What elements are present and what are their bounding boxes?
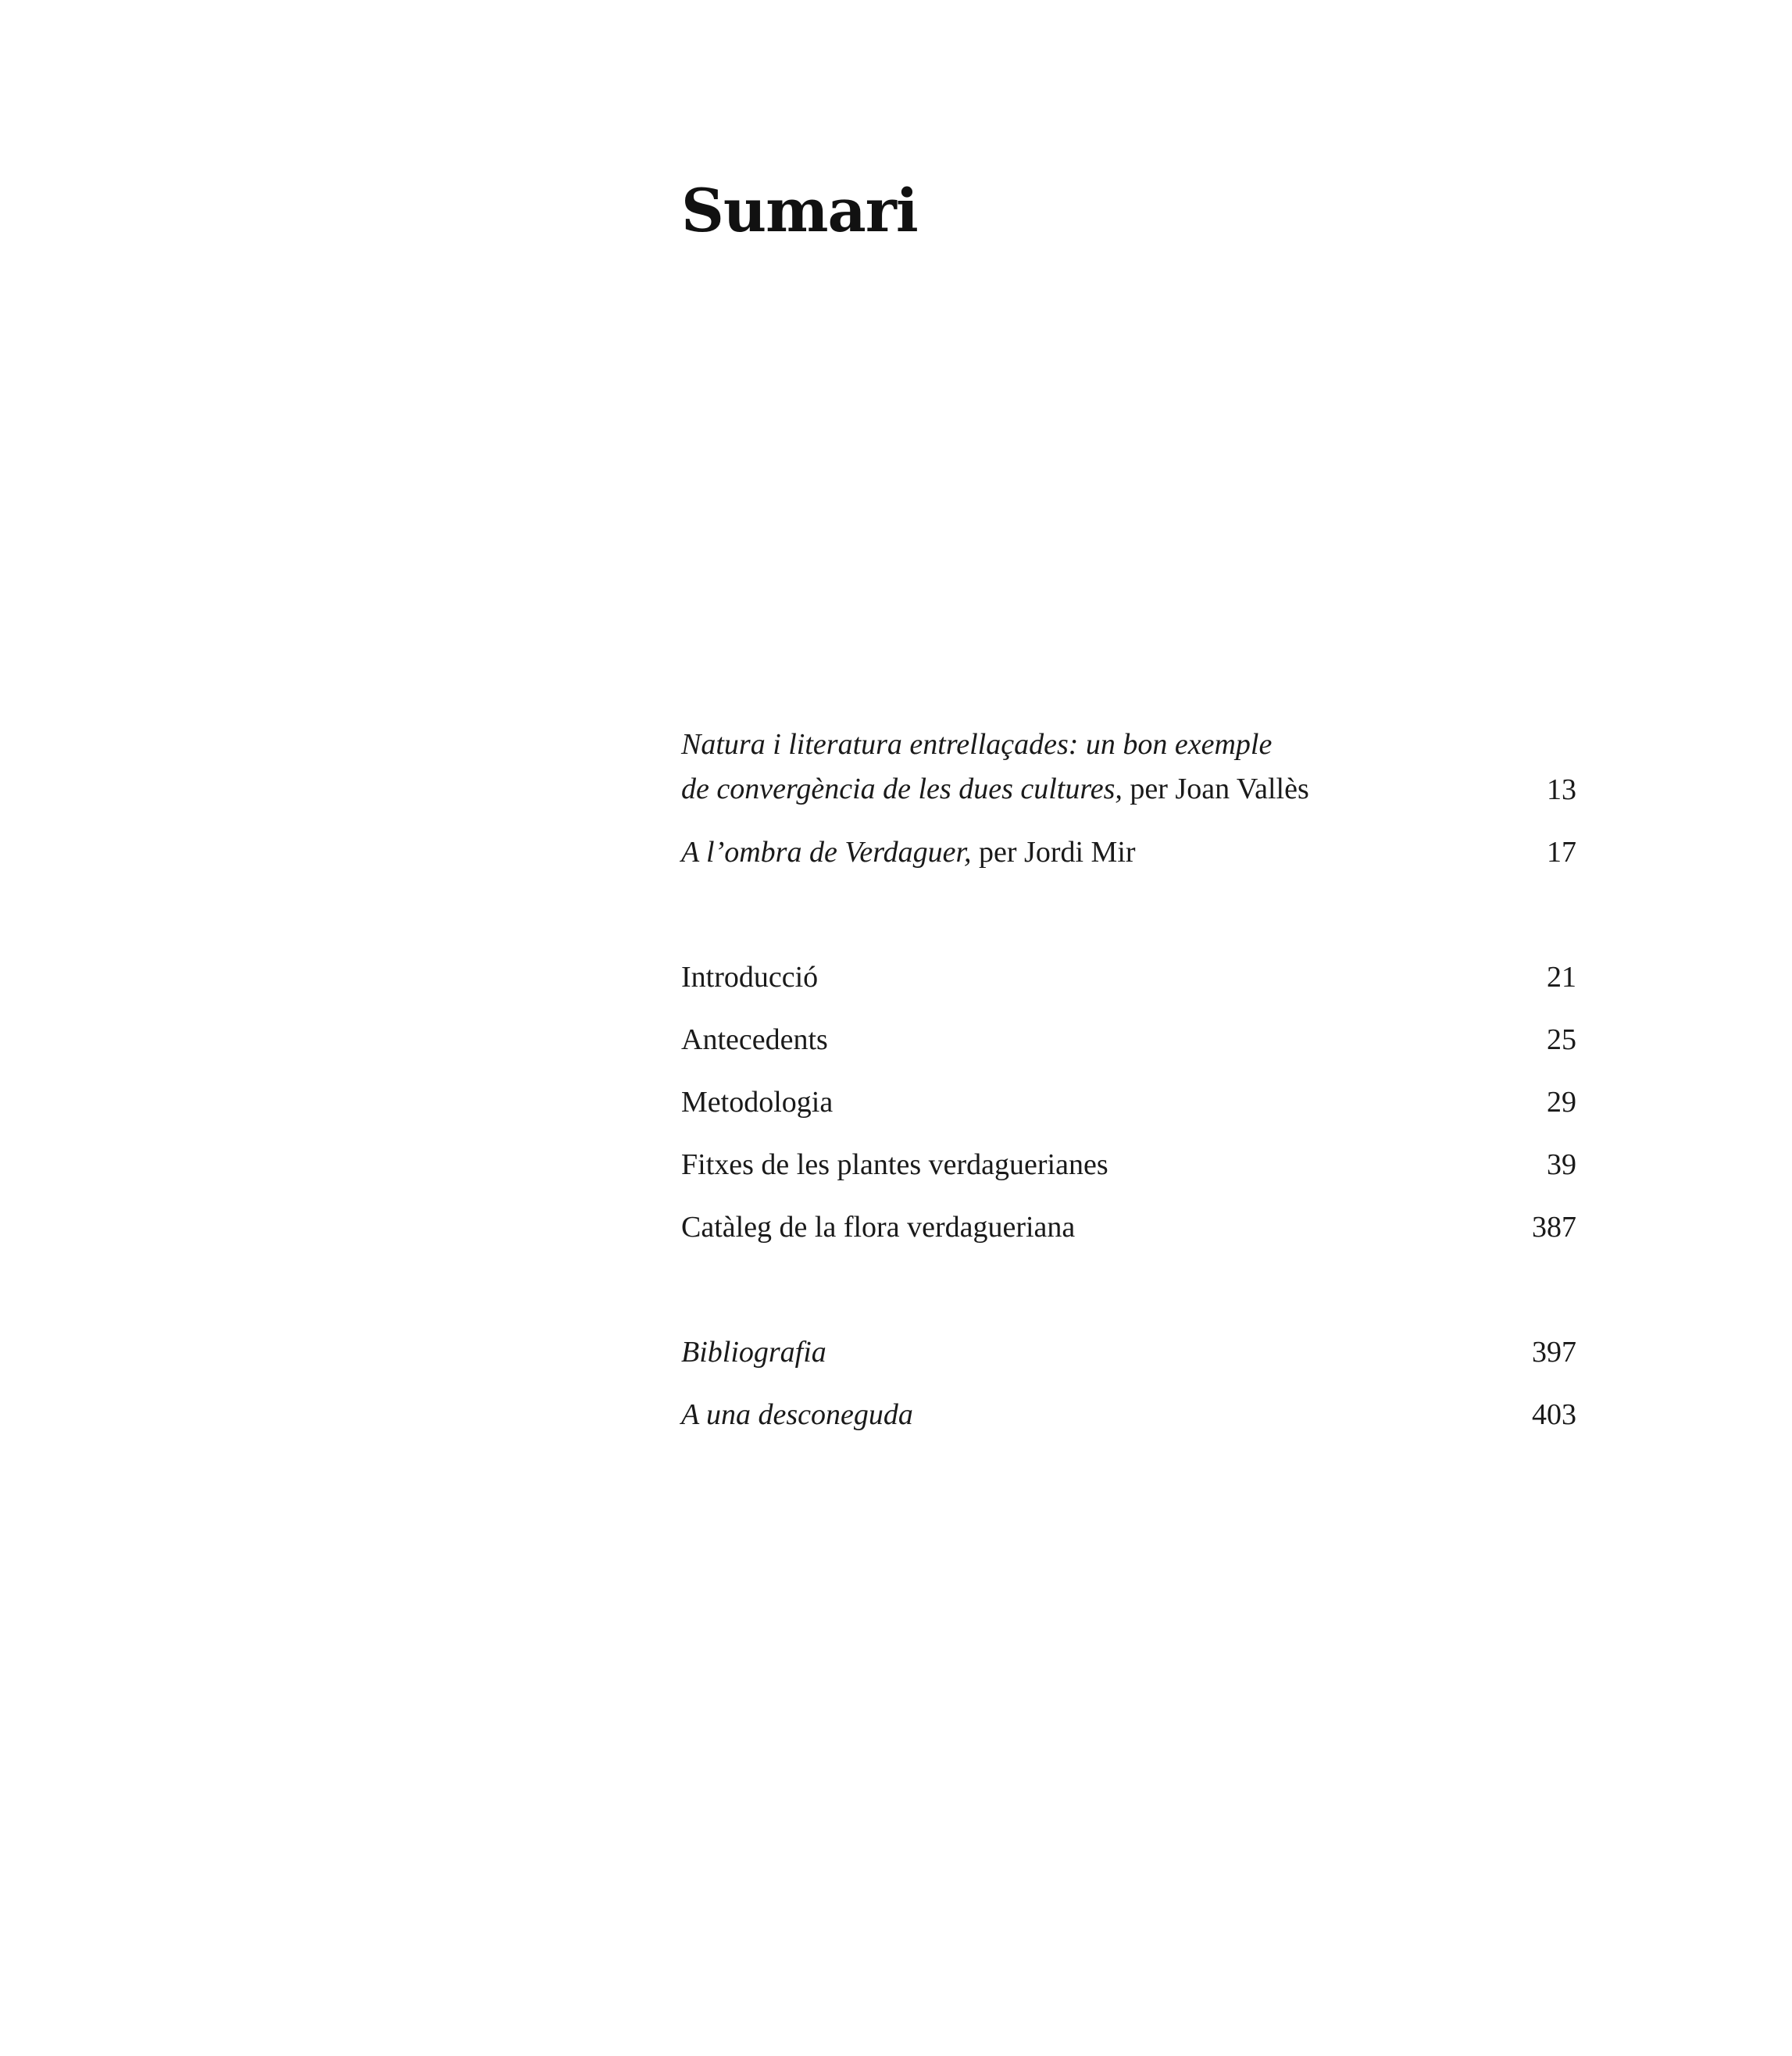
toc-entry-page-number: 21: [1547, 961, 1576, 994]
toc-entry-page-number: 25: [1547, 1023, 1576, 1056]
toc-entry-title: A una desconeguda: [681, 1398, 913, 1431]
toc-entry-title: Bibliografia: [681, 1336, 826, 1369]
toc-entry-title: [681, 837, 1136, 867]
toc-entry-title: Metodologia: [681, 1086, 834, 1119]
toc-entry-page-number: 17: [1547, 836, 1576, 869]
toc-entry-title: Introducció: [681, 961, 819, 994]
toc-entry-title: [681, 730, 1309, 804]
toc-entry-author: per Jordi Mir: [971, 836, 1136, 869]
toc-entry-page-number: 397: [1532, 1336, 1576, 1369]
toc-entry-title: Catàleg de la flora verdagueriana: [681, 1211, 1076, 1244]
toc-entry-title-italic: de convergència de les dues cultures,: [681, 773, 1123, 805]
toc-entry-page-number: 387: [1532, 1211, 1576, 1244]
toc-entry-page-number: 39: [1547, 1148, 1576, 1181]
toc-entry-title-line: [681, 774, 1309, 804]
toc-entry-title-italic: A l’ombra de Verdaguer,: [681, 836, 972, 869]
toc-entry-author: per Joan Vallès: [1122, 773, 1309, 805]
toc-entry-title: Antecedents: [681, 1023, 828, 1056]
toc-entry-page-number: 29: [1547, 1086, 1576, 1119]
toc-entry-page-number: 403: [1532, 1398, 1576, 1431]
toc-entry-page-number: 13: [1547, 773, 1576, 806]
page-title: Sumari: [681, 176, 918, 245]
toc-entry-title-line: Natura i literatura entrellaçades: un bon exemple: [681, 728, 1273, 761]
toc-entry-title: Fitxes de les plantes verdaguerianes: [681, 1148, 1108, 1181]
